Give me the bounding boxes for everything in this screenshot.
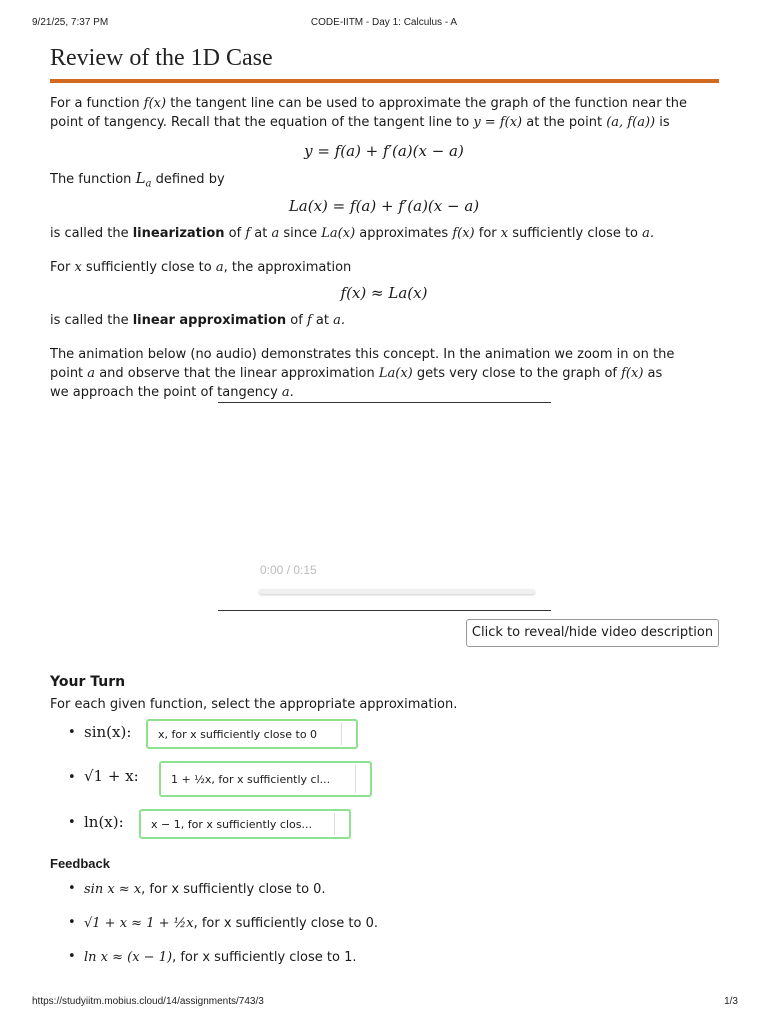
print-page-number: 1/3 bbox=[724, 996, 738, 1007]
bullet: • bbox=[68, 815, 76, 830]
question-label-sqrt: √1 + x: bbox=[84, 767, 139, 785]
print-page-title: CODE-IITM - Day 1: Calculus - A bbox=[310, 17, 458, 28]
linear-approximation-paragraph: is called the linear approximation of f at a. bbox=[50, 313, 345, 328]
video-bottom-border bbox=[218, 610, 551, 611]
select-value: x, for x sufficiently close to 0 bbox=[150, 723, 342, 745]
feedback-item-sqrt: √1 + x ≈ 1 + ½x, for x sufficiently close to 0. bbox=[84, 916, 378, 931]
page-title: Review of the 1D Case bbox=[50, 45, 273, 71]
animation-description: The animation below (no audio) demonstrates this concept. In the animation we zoom in on the point a and observe that the linear approximation La(x) gets very close to the graph of f(x) as we approach the point of tangency a. bbox=[50, 347, 675, 400]
bullet: • bbox=[68, 949, 76, 964]
approximation-select-sqrt[interactable] bbox=[159, 761, 372, 797]
approximation-select-sin[interactable] bbox=[146, 719, 358, 749]
print-datetime: 9/21/25, 7:37 PM bbox=[32, 17, 109, 28]
bullet: • bbox=[68, 881, 76, 896]
feedback-item-sin: sin x ≈ x, for x sufficiently close to 0. bbox=[84, 882, 326, 897]
linearization-paragraph: is called the linearization of f at a since La(x) approximates f(x) for x sufficiently close to a. bbox=[50, 226, 655, 241]
reveal-video-description-button[interactable]: Click to reveal/hide video description bbox=[466, 619, 719, 647]
linearization-equation: La(x) = f(a) + f′(a)(x − a) bbox=[288, 197, 480, 215]
select-value: x − 1, for x sufficiently clos... bbox=[143, 813, 335, 835]
intro-paragraph: For a function f(x) the tangent line can be used to approximate the graph of the function near the point of tangency. Recall that the equation of the tangent line to y = f(x) at the point (a, f(a)) is bbox=[50, 96, 688, 130]
approximation-intro: For x sufficiently close to a, the approximation bbox=[50, 260, 352, 275]
select-value: 1 + ½x, for x sufficiently cl... bbox=[163, 765, 356, 793]
question-label-sin: sin(x): bbox=[84, 723, 132, 741]
question-label-ln: ln(x): bbox=[84, 813, 124, 831]
video-time: 0:00 / 0:15 bbox=[260, 563, 317, 577]
print-url: https://studyiitm.mobius.cloud/14/assignments/743/3 bbox=[32, 996, 264, 1007]
bullet: • bbox=[68, 915, 76, 930]
your-turn-heading: Your Turn bbox=[50, 674, 126, 690]
linear-approximation-equation: f(x) ≈ La(x) bbox=[340, 284, 428, 302]
title-rule bbox=[50, 79, 719, 83]
feedback-item-ln: ln x ≈ (x − 1), for x sufficiently close to 1. bbox=[84, 950, 357, 965]
feedback-heading: Feedback bbox=[50, 856, 110, 871]
bullet: • bbox=[68, 770, 76, 785]
tangent-line-equation: y = f(a) + f′(a)(x − a) bbox=[304, 142, 464, 160]
function-definition-text: The function $L_a$ defined by bbox=[50, 169, 225, 190]
your-turn-instruction: For each given function, select the appropriate approximation. bbox=[50, 697, 458, 712]
video-player[interactable] bbox=[218, 403, 551, 610]
bullet: • bbox=[68, 725, 76, 740]
approximation-select-ln[interactable] bbox=[139, 809, 351, 839]
video-progress-bar[interactable] bbox=[259, 589, 535, 594]
